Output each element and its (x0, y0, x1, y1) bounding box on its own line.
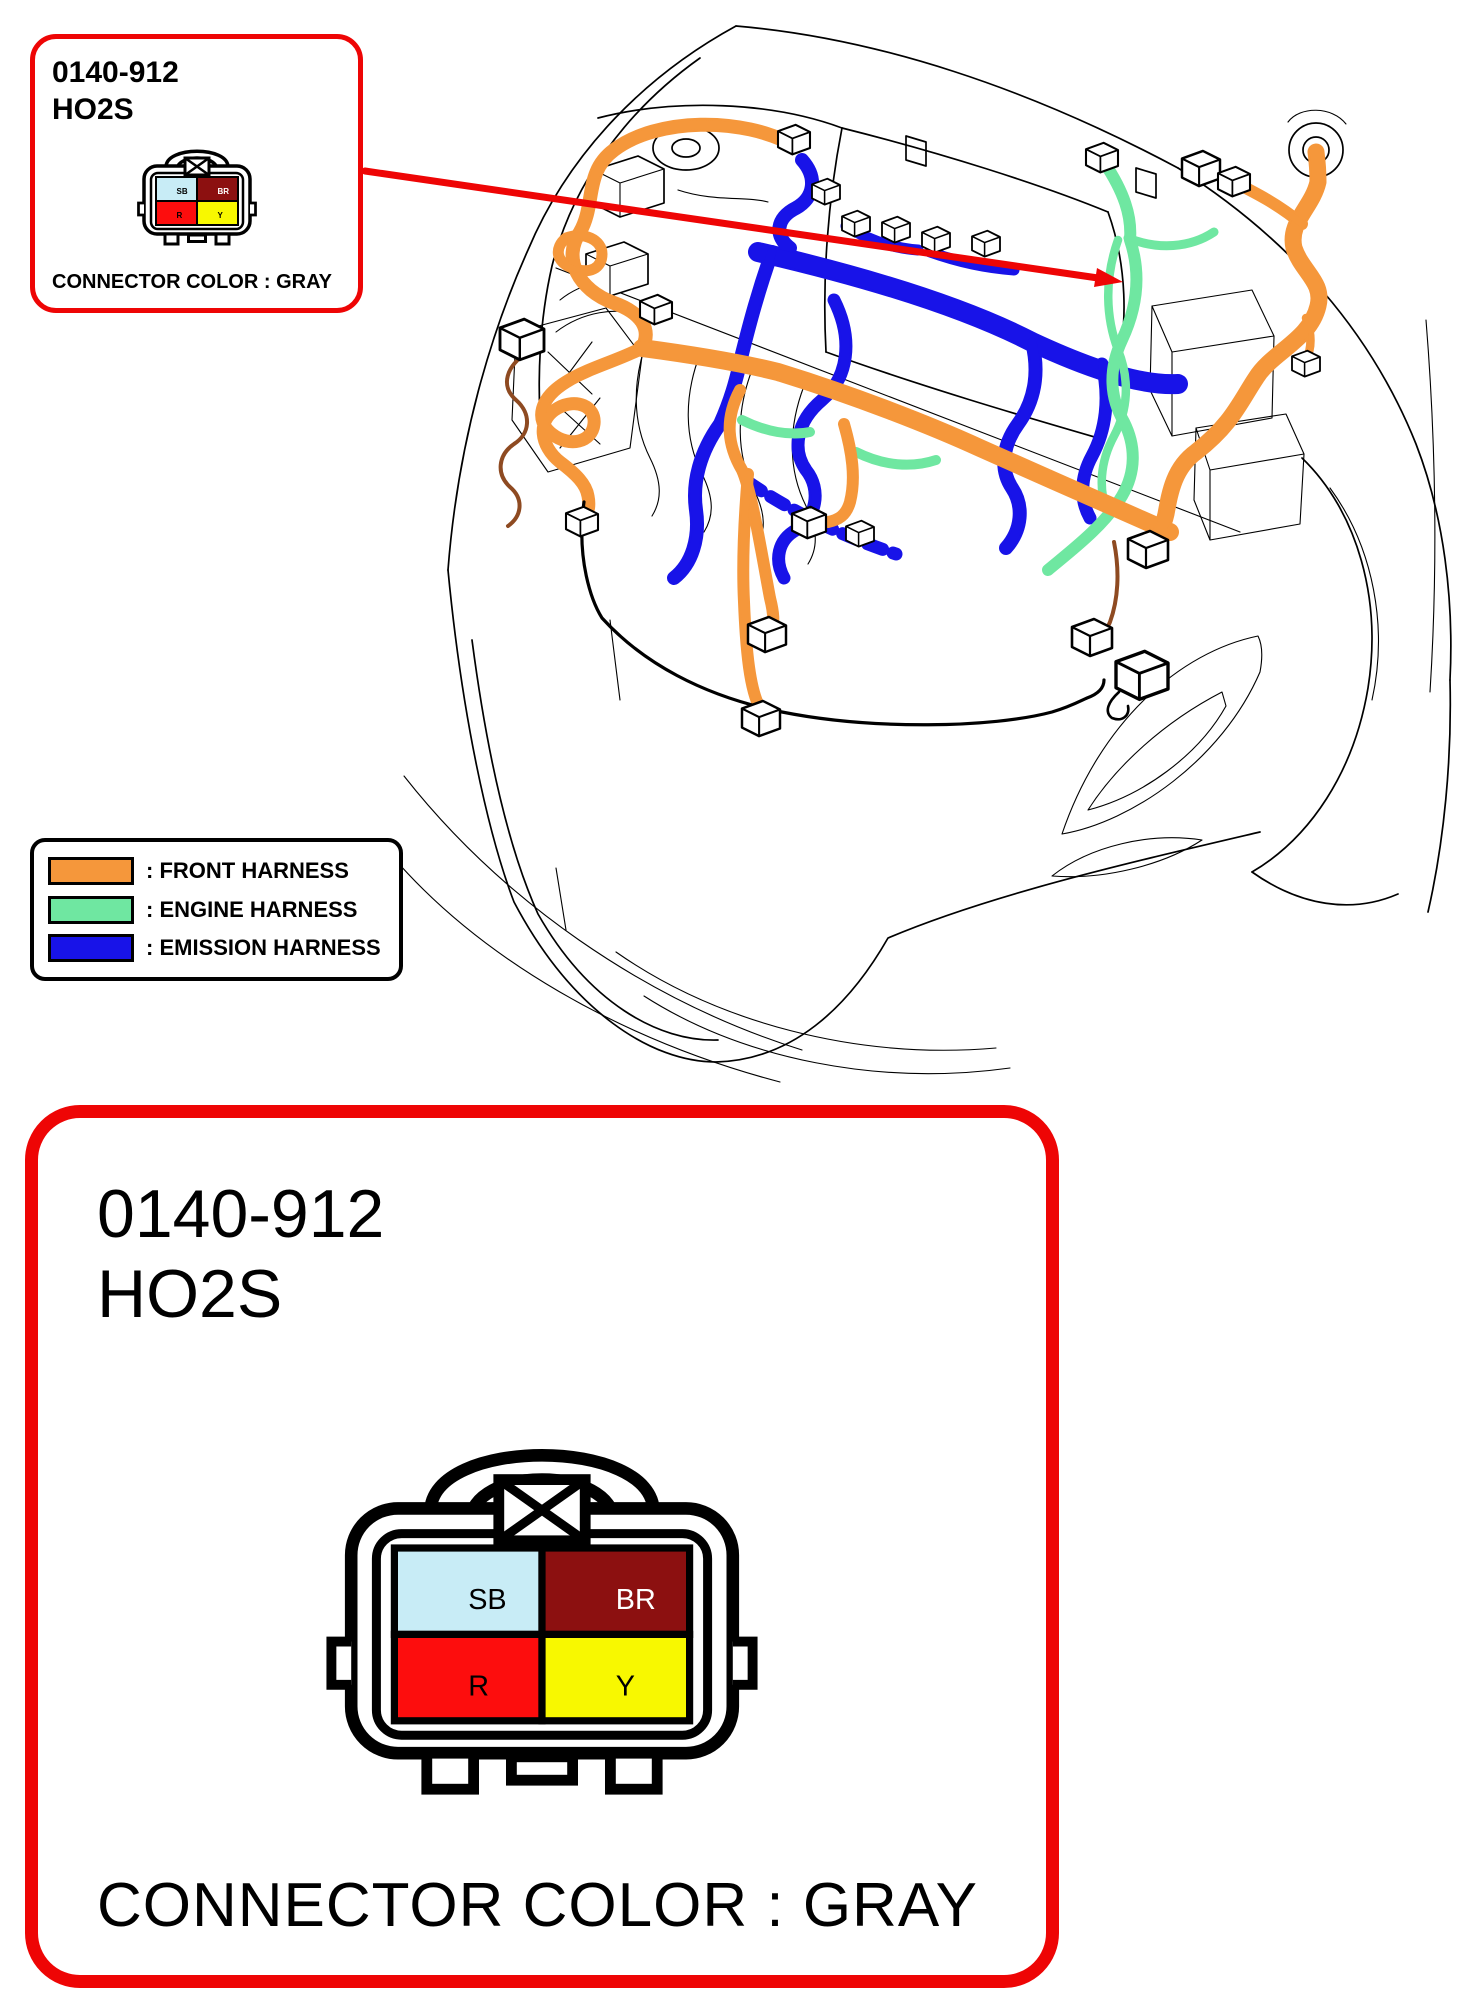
connector-color-note-large: CONNECTOR COLOR : GRAY (97, 1871, 978, 1940)
connector-pinout-glyph (137, 144, 257, 250)
connector-color-note: CONNECTOR COLOR : GRAY (52, 271, 333, 293)
harness-legend (30, 838, 403, 981)
emission-harness-label: : EMISSION HARNESS (146, 935, 381, 960)
engine-harness-swatch (48, 896, 134, 924)
connector-pinout-glyph-large (326, 1429, 758, 1811)
engine-harness-label: : ENGINE HARNESS (146, 896, 358, 922)
front-harness-label: : FRONT HARNESS (146, 858, 349, 883)
connector-code: 0140-912 (52, 56, 179, 89)
connector-callout-box (30, 34, 363, 313)
connector-detail-panel (25, 1105, 1059, 1988)
emission-harness-swatch (48, 934, 134, 962)
legend-row-emission-harness (48, 931, 385, 965)
car-outline (392, 26, 1451, 1082)
connector-code-large: 0140-912 (97, 1176, 385, 1252)
front-harness-swatch (48, 857, 134, 885)
connector-name: HO2S (52, 93, 134, 126)
legend-row-front-harness (48, 854, 385, 888)
connector-name-large: HO2S (97, 1256, 283, 1332)
legend-row-engine-harness (48, 893, 385, 927)
